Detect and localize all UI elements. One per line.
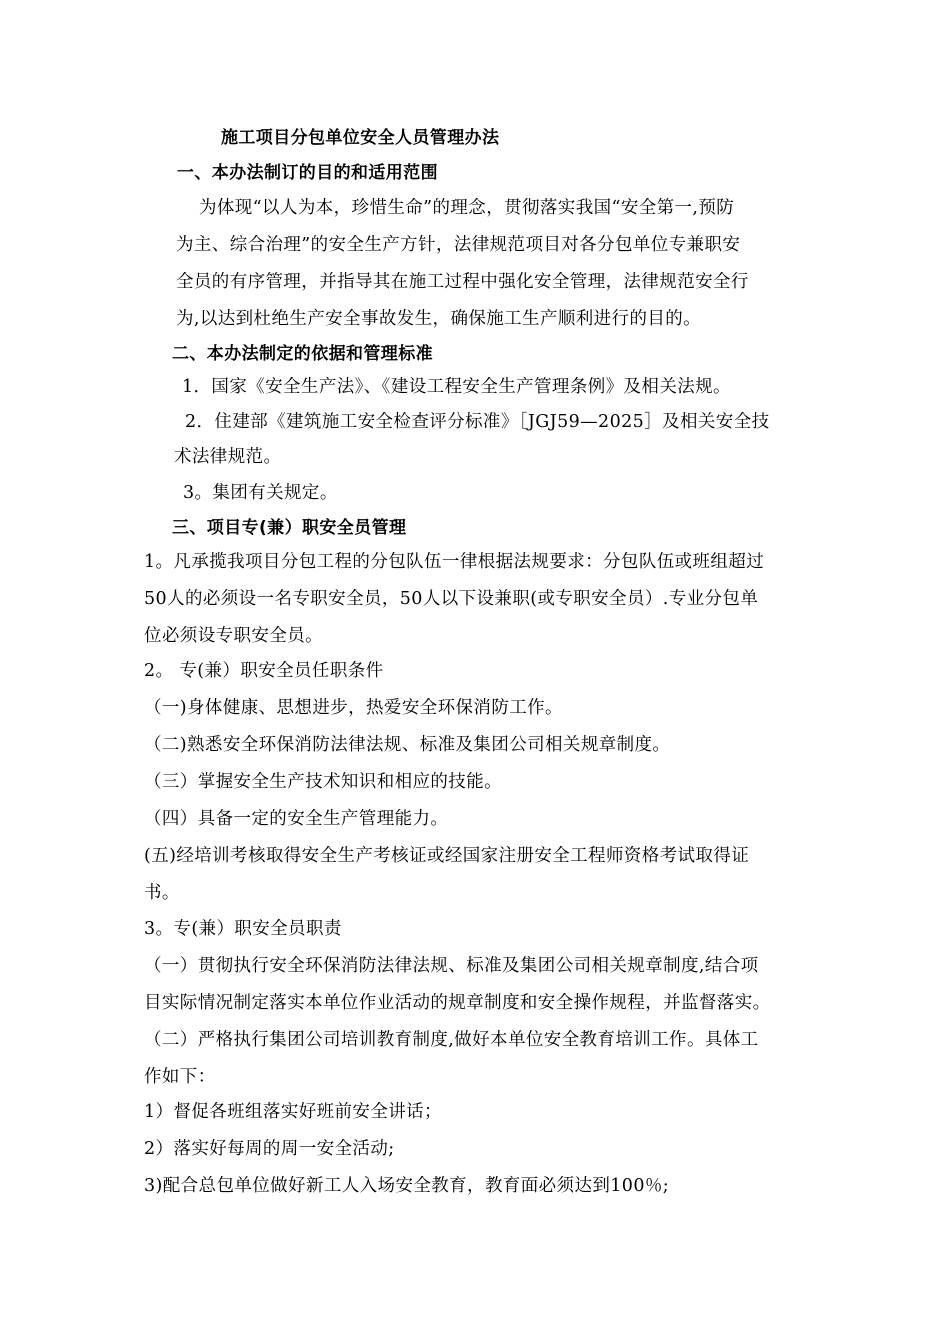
- paragraph-line: 作如下：: [144, 1067, 216, 1087]
- paragraph-line: 1。凡承揽我项目分包工程的分包队伍一律根据法规要求：分包队伍或班组超过: [144, 552, 765, 572]
- paragraph-line: （三）掌握安全生产技术知识和相应的技能。: [144, 772, 502, 792]
- paragraph-line: 位必须设专职安全员。: [144, 626, 323, 646]
- paragraph-line: 1）督促各班组落实好班前安全讲话；: [144, 1102, 442, 1122]
- list-item: 术法律规范。: [174, 447, 282, 467]
- paragraph-line: 2。 专(兼）职安全员任职条件: [144, 661, 384, 681]
- paragraph-line: 为主、综合治理”的安全生产方针，法律规范项目对各分包单位专兼职安: [176, 235, 741, 255]
- paragraph-line: 目实际情况制定落实本单位作业活动的规章制度和安全操作规程，并监督落实。: [144, 993, 771, 1013]
- paragraph-line: 为,以达到杜绝生产安全事故发生，确保施工生产顺利进行的目的。: [176, 309, 702, 329]
- paragraph-line: （四）具备一定的安全生产管理能力。: [144, 809, 449, 829]
- paragraph-line: (五)经培训考核取得安全生产考核证或经国家注册安全工程师资格考试取得证: [144, 846, 750, 866]
- section1-heading: 一、本办法制订的目的和适用范围: [177, 163, 438, 183]
- paragraph-line: （二）严格执行集团公司培训教育制度,做好本单位安全教育培训工作。具体工: [144, 1030, 759, 1050]
- paragraph-line: （一）贯彻执行安全环保消防法律法规、标准及集团公司相关规章制度,结合项: [144, 956, 759, 976]
- list-item: 2．住建部《建筑施工安全检查评分标准》［JGJ59—2025］及相关安全技: [185, 412, 770, 432]
- paragraph-line: 3。专(兼）职安全员职责: [144, 919, 342, 939]
- list-item: 3。集团有关规定。: [183, 483, 338, 503]
- paragraph-line: 3)配合总包单位做好新工人入场安全教育，教育面必须达到100％;: [144, 1176, 670, 1196]
- paragraph-line: 书。: [144, 883, 180, 903]
- section3-heading: 三、项目专(兼）职安全员管理: [172, 518, 407, 538]
- paragraph-line: 2）落实好每周的周一安全活动;: [144, 1139, 395, 1159]
- paragraph-line: 全员的有序管理，并指导其在施工过程中强化安全管理，法律规范安全行: [176, 272, 749, 292]
- paragraph-line: 为体现“以人为本，珍惜生命”的理念，贯彻落实我国“安全第一,预防: [199, 198, 735, 218]
- paragraph-line: （二)熟悉安全环保消防法律法规、标准及集团公司相关规章制度。: [144, 735, 671, 755]
- list-item: 1．国家《安全生产法》、《建设工程安全生产管理条例》及相关法规。: [182, 377, 731, 397]
- paragraph-line: （一)身体健康、思想进步，热爱安全环保消防工作。: [144, 698, 563, 718]
- section2-heading: 二、本办法制定的依据和管理标准: [172, 344, 433, 364]
- paragraph-line: 50人的必须设一名专职安全员，50人以下设兼职(或专职安全员）.专业分包单: [144, 589, 759, 609]
- document-title: 施工项目分包单位安全人员管理办法: [221, 128, 500, 148]
